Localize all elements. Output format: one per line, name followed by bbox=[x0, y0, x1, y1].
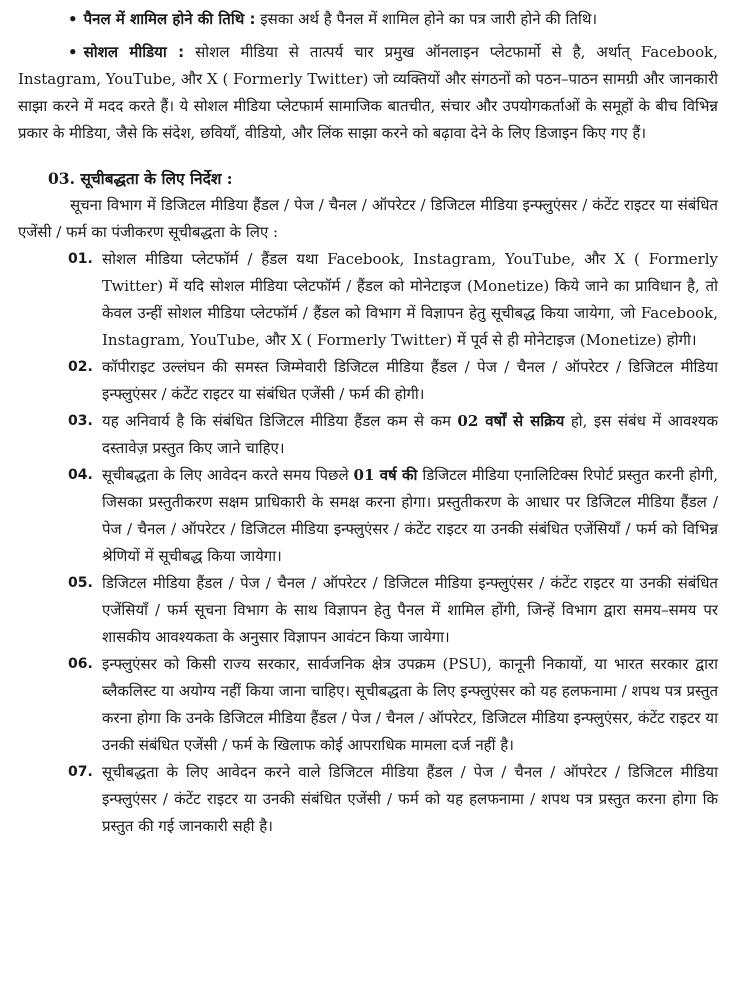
item-text: कॉपीराइट उल्लंघन की समस्त जिम्मेवारी डिजिटल मीडिया हैंडल / पेज / चैनल / ऑपरेटर / डिजिटल मीडिया इन्फ्लुएंसर / कंटेंट राइटर या संबंधित एजेंसी / फर्म की होगी। bbox=[102, 358, 718, 403]
item-emphasis: 02 वर्षों से सक्रिय bbox=[457, 412, 565, 430]
item-text: यह अनिवार्य है कि संबंधित डिजिटल मीडिया हैंडल कम से कम bbox=[102, 412, 458, 430]
definition-joining-date bbox=[18, 6, 718, 33]
bullet-icon: • bbox=[68, 43, 78, 61]
definition-text: इसका अर्थ है पैनल में शामिल होने का पत्र जारी होने की तिथि। bbox=[260, 10, 598, 28]
directive-item-07 bbox=[18, 759, 718, 840]
definition-text: सोशल मीडिया से तात्पर्य चार प्रमुख ऑनलाइन प्लेटफार्मो से है, अर्थात् Facebook, Instagram, YouTube, और X ( Formerly Twitter) जो व्यक्तियों और संगठनों को पठन–पाठन सामग्री और जानकारी साझा करने में मदद करते हैं। ये सोशल मीडिया प्लेटफार्म सामाजिक बातचीत, संचार और उपयोगकर्ताओं के समूहों के बीच विभिन्न प्रकार के मीडिया, जैसे कि संदेश, छवियाँ, वीडियो, और लिंक साझा करने को बढ़ावा देने के लिए डिजाइन किए गए हैं। bbox=[18, 43, 718, 142]
definition-term: पैनल में शामिल होने की तिथि : bbox=[83, 10, 256, 28]
item-number: 01. bbox=[68, 251, 93, 267]
directive-item-01 bbox=[18, 246, 718, 354]
directive-item-03 bbox=[18, 408, 718, 462]
directive-item-02 bbox=[18, 354, 718, 408]
item-number: 06. bbox=[68, 656, 93, 672]
definition-term: सोशल मीडिया : bbox=[83, 43, 185, 61]
item-number: 05. bbox=[68, 575, 93, 591]
directive-item-05 bbox=[18, 570, 718, 651]
item-emphasis: 01 वर्ष की bbox=[353, 466, 418, 484]
directive-item-04 bbox=[18, 462, 718, 570]
section-intro: सूचना विभाग में डिजिटल मीडिया हैंडल / पेज / चैनल / ऑपरेटर / डिजिटल मीडिया इन्फ्लुएंसर / कंटेंट राइटर या संबंधित एजेंसी / फर्म का पंजीकरण सूचीबद्धता के लिए : bbox=[18, 196, 718, 241]
item-text: सूचीबद्धता के लिए आवेदन करते समय पिछले bbox=[102, 466, 354, 484]
item-text: डिजिटल मीडिया हैंडल / पेज / चैनल / ऑपरेटर / डिजिटल मीडिया इन्फ्लुएंसर / कंटेंट राइटर या उनकी संबंधित एजेंसियाँ / फर्म सूचना विभाग के साथ विज्ञापन हेतु पैनल में शामिल होंगी, जिन्हें विभाग द्वारा समय–समय पर शासकीय आवश्यकता के अनुसार विज्ञापन आवंटन किया जायेगा। bbox=[102, 574, 718, 646]
directive-item-06 bbox=[18, 651, 718, 759]
item-text: इन्फ्लुएंसर को किसी राज्य सरकार, सार्वजनिक क्षेत्र उपक्रम (PSU), कानूनी निकायों, या भारत सरकार द्वारा ब्लैकलिस्ट या अयोग्य नहीं किया जाना चाहिए। सूचीबद्धता के लिए इन्फ्लुएंसर को यह हलफनामा / शपथ पत्र प्रस्तुत करना होगा कि उनके डिजिटल मीडिया हैंडल / पेज / चैनल / ऑपरेटर, डिजिटल मीडिया इन्फ्लुएंसर, कंटेंट राइटर या उनकी संबंधित एजेंसी / फर्म के खिलाफ कोई आपराधिक मामला दर्ज नहीं है। bbox=[102, 655, 718, 754]
item-number: 02. bbox=[68, 359, 93, 375]
section-heading: 03. सूचीबद्धता के लिए निर्देश : bbox=[48, 169, 233, 188]
item-text-cont: हो, इस संबंध में आवश्यक दस्तावेज़ प्रस्तुत किए जाने चाहिए। bbox=[102, 412, 718, 457]
item-text-cont: डिजिटल मीडिया एनालिटिक्स रिपोर्ट प्रस्तुत करनी होगी, जिसका प्रस्तुतीकरण सक्षम प्राधिकारी के समक्ष करना होगा। प्रस्तुतीकरण के आधार पर डिजिटल मीडिया हैंडल / पेज / चैनल / ऑपरेटर / डिजिटल मीडिया इन्फ्लुएंसर / कंटेंट राइटर या उनकी संबंधित एजेंसियाँ / फर्म को विभिन्न श्रेणियों में सूचीबद्ध किया जायेगा। bbox=[102, 466, 718, 565]
item-number: 07. bbox=[68, 764, 93, 780]
item-text: सूचीबद्धता के लिए आवेदन करने वाले डिजिटल मीडिया हैंडल / पेज / चैनल / ऑपरेटर / डिजिटल मीडिया इन्फ्लुएंसर / कंटेंट राइटर या उनकी संबंधित एजेंसी / फर्म को यह हलफनामा / शपथ पत्र प्रस्तुत करना होगा कि प्रस्तुत की गई जानकारी सही है। bbox=[102, 763, 718, 835]
definition-social-media bbox=[18, 39, 718, 147]
item-number: 04. bbox=[68, 467, 93, 483]
bullet-icon: • bbox=[68, 10, 78, 28]
item-text: सोशल मीडिया प्लेटफॉर्म / हैंडल यथा Facebook, Instagram, YouTube, और X ( Formerly Twitter) में यदि सोशल मीडिया प्लेटफॉर्म / हैंडल को मोनेटाइज (Monetize) किये जाने का प्राविधान है, तो केवल उन्हीं सोशल मीडिया प्लेटफॉर्म / हैंडल को विभाग में विज्ञापन हेतु सूचीबद्ध किया जायेगा, जो Facebook, Instagram, YouTube, और X ( Formerly Twitter) में पूर्व से ही मोनेटाइज (Monetize) होगी। bbox=[102, 250, 718, 349]
item-number: 03. bbox=[68, 413, 93, 429]
directive-list bbox=[18, 246, 718, 840]
